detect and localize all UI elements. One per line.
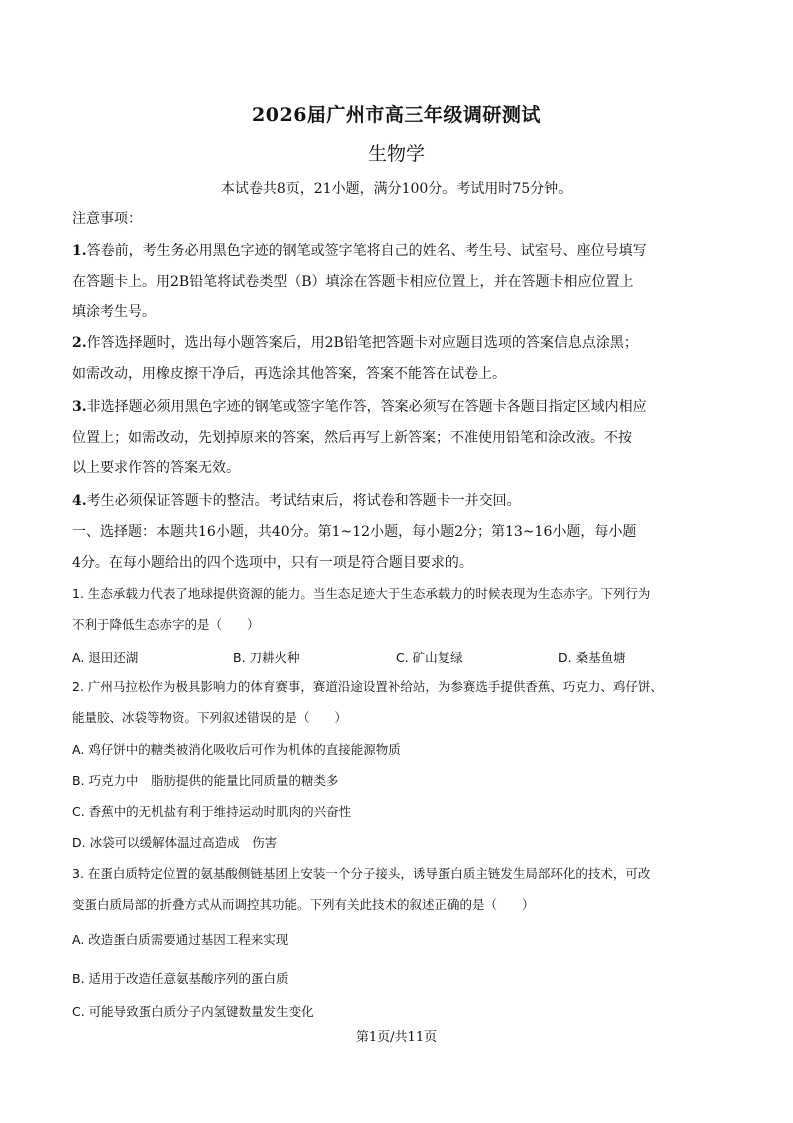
option-b: B. 适用于改造任意氨基酸序列的蛋白质 (72, 971, 289, 986)
section-heading-line: 4分。在每小题给出的四个选项中，只有一项是符合题目要求的。 (72, 554, 473, 571)
option-d: D. 桑基鱼塘 (558, 650, 626, 665)
notice-item-3 (72, 392, 724, 484)
option-c: C. 香蕉中的无机盐有利于维持运动时肌肉的兴奋性 (72, 804, 352, 819)
page-title: 2026届广州市高三年级调研测试 (252, 104, 541, 126)
page-number: 第1页/共11页 (355, 1030, 438, 1045)
notice-item-text: 填涂考生号。 (72, 304, 156, 320)
exam-intro: 本试卷共8页，21小题，满分100分。考试用时75分钟。 (220, 181, 573, 197)
notice-item-2 (72, 328, 724, 389)
notice-item-number: 3. (72, 399, 87, 415)
notice-item-text: 在答题卡上。用2B铅笔将试卷类型（B）填涂在答题卡相应位置上，并在答题卡相应位置上 (72, 273, 634, 290)
notice-item-4 (72, 486, 724, 517)
question-stem: 不利于降低生态赤字的是（ ） (72, 617, 260, 632)
notice-item-number: 4. (72, 493, 87, 509)
section-heading (72, 517, 724, 578)
notice-item-text: 作答选择题时，选出每小题答案后，用2B铅笔把答题卡对应题目选项的答案信息点涂黑； (86, 335, 638, 351)
notice-item-number: 2. (72, 335, 87, 351)
notice-item-text: 位置上；如需改动，先划掉原来的答案，然后再写上新答案；不准使用铅笔和涂改液。不按 (72, 429, 632, 446)
notice-heading: 注意事项： (72, 211, 142, 227)
notice-item-number: 1. (72, 243, 87, 259)
question-3 (72, 858, 732, 920)
question-stem: 变蛋白质局部的折叠方式从而调控其功能。下列有关此技术的叙述正确的是（ ） (72, 897, 535, 912)
notice-item-text: 考生必须保证答题卡的整洁。考试结束后，将试卷和答题卡一并交回。 (86, 493, 521, 509)
option-a: A. 鸡仔饼中的糖类被消化吸收后可作为机体的直接能源物质 (72, 742, 401, 757)
notice-item-1 (72, 236, 724, 328)
question-stem: 3. 在蛋白质特定位置的氨基酸侧链基团上安装一个分子接头，诱导蛋白质主链发生局部环化的技术，可改 (72, 866, 651, 881)
option-b: B. 刀耕火种 (233, 650, 300, 665)
option-d: D. 冰袋可以缓解体温过高造成 伤害 (72, 835, 278, 850)
question-stem: 能量胶、冰袋等物资。下列叙述错误的是（ ） (72, 710, 348, 725)
option-b: B. 巧克力中 脂肪提供的能量比同质量的糖类多 (72, 773, 339, 788)
notice-item-text: 非选择题必须用黑色字迹的钢笔或签字笔作答，答案必须写在答题卡各题目指定区域内相应 (86, 399, 647, 415)
question-stem: 1. 生态承载力代表了地球提供资源的能力。当生态足迹大于生态承载力的时候表现为生态赤字。下列行为 (72, 586, 651, 601)
question-2 (72, 671, 732, 733)
notice-item-text: 答卷前，考生务必用黑色字迹的钢笔或签字笔将自己的姓名、考生号、试室号、座位号填写 (86, 243, 647, 259)
option-a: A. 改造蛋白质需要通过基因工程来实现 (72, 932, 289, 947)
question-1 (72, 578, 732, 640)
option-a: A. 退田还湖 (72, 650, 139, 665)
notice-item-text: 如需改动，用橡皮擦干净后，再选涂其他答案，答案不能答在试卷上。 (72, 365, 506, 382)
notice-item-text: 以上要求作答的答案无效。 (72, 460, 240, 476)
subject-title: 生物学 (367, 143, 425, 165)
option-c: C. 可能导致蛋白质分子内氢键数量发生变化 (72, 1004, 314, 1019)
section-heading-line: 一、选择题：本题共16小题，共40分。第1~12小题，每小题2分；第13~16小题，每小题 (72, 524, 637, 540)
option-c: C. 矿山复绿 (396, 650, 463, 665)
question-stem: 2. 广州马拉松作为极具影响力的体育赛事，赛道沿途设置补给站，为参赛选手提供香蕉、巧克力、鸡仔饼、 (72, 679, 663, 694)
question-1-options (72, 648, 732, 668)
